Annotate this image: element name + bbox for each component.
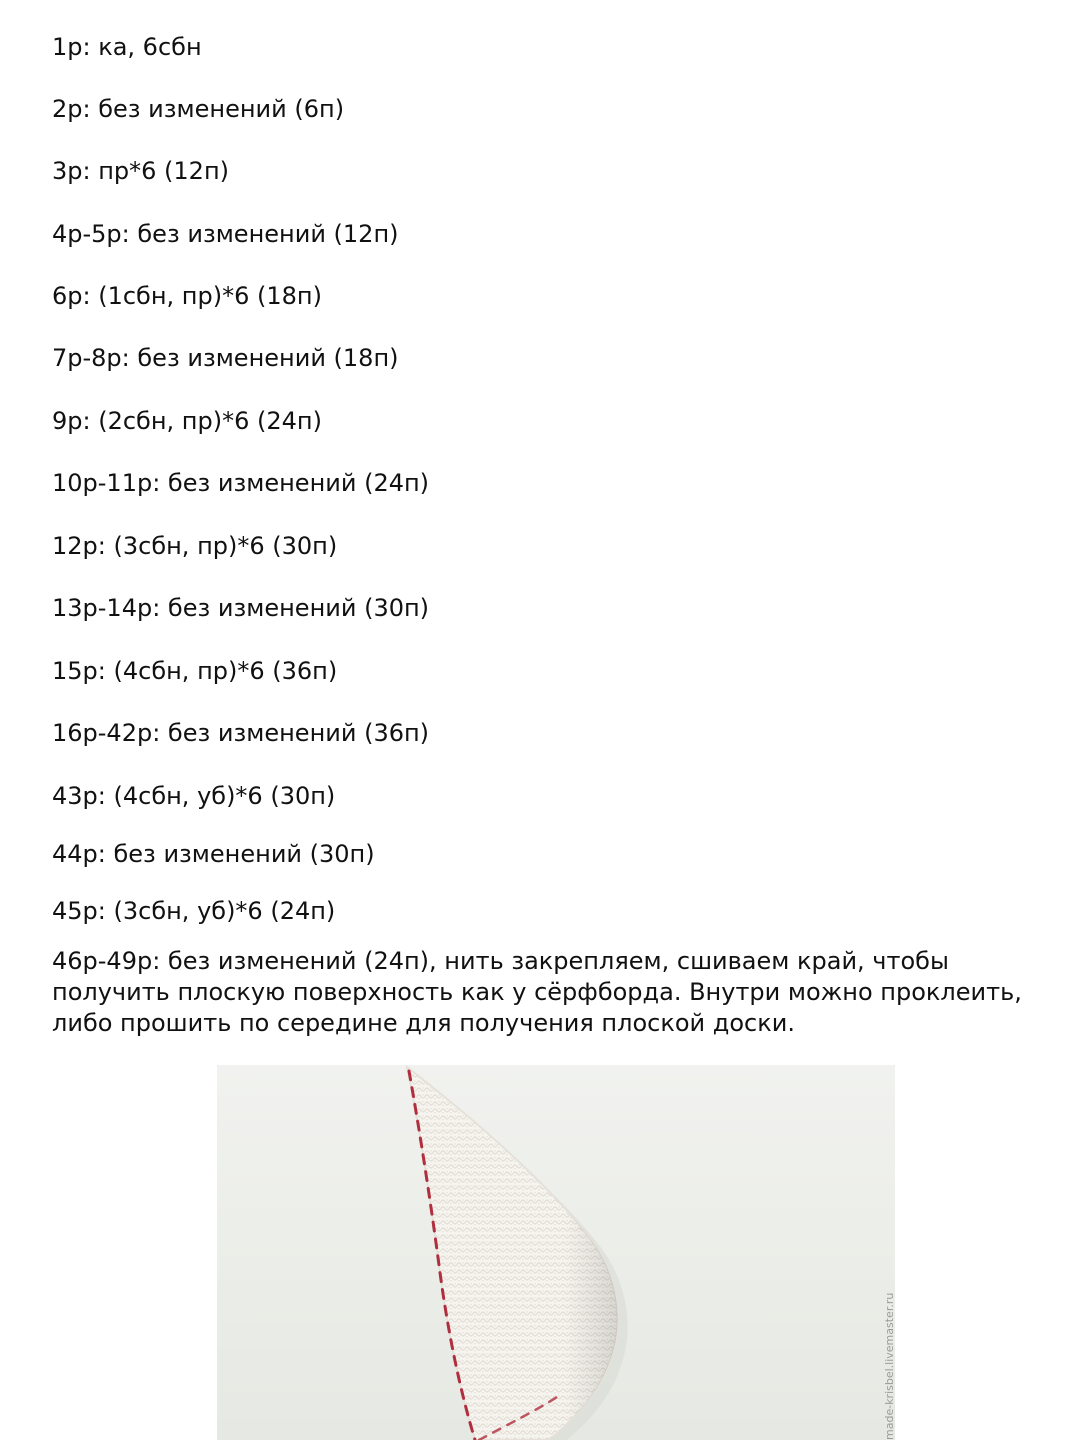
surfboard-photo — [217, 1065, 895, 1440]
row-1: 1р: ка, 6сбн — [52, 33, 202, 61]
row-10-11: 10р-11р: без изменений (24п) — [52, 469, 430, 497]
watermark-text: made-krisbel.livemaster.ru — [883, 1292, 896, 1440]
final-instructions-line-2: получить плоскую поверхность как у сёрфборда. Внутри можно проклеить, — [52, 978, 1022, 1006]
row-13-14: 13р-14р: без изменений (30п) — [52, 594, 430, 622]
row-3: 3р: пр*6 (12п) — [52, 157, 229, 185]
row-2: 2р: без изменений (6п) — [52, 95, 345, 123]
row-9: 9р: (2сбн, пр)*6 (24п) — [52, 407, 322, 435]
final-instructions — [52, 946, 1042, 1039]
final-instructions-line-3: либо прошить по середине для получения плоской доски. — [52, 1009, 795, 1037]
row-12: 12р: (3сбн, пр)*6 (30п) — [52, 532, 338, 560]
row-16-42: 16р-42р: без изменений (36п) — [52, 719, 430, 747]
photo-watermark — [857, 1275, 897, 1440]
row-43: 43р: (4сбн, уб)*6 (30п) — [52, 782, 336, 810]
board-shading — [407, 1067, 618, 1440]
row-4-5: 4р-5р: без изменений (12п) — [52, 220, 399, 248]
row-6: 6р: (1сбн, пр)*6 (18п) — [52, 282, 322, 310]
row-7-8: 7р-8р: без изменений (18п) — [52, 344, 399, 372]
row-45: 45р: (3сбн, уб)*6 (24п) — [52, 897, 336, 925]
final-instructions-line-1: 46р-49р: без изменений (24п), нить закрепляем, сшиваем край, чтобы — [52, 947, 949, 975]
row-44: 44р: без изменений (30п) — [52, 840, 375, 868]
row-15: 15р: (4сбн, пр)*6 (36п) — [52, 657, 338, 685]
crochet-surfboard-illustration — [217, 1065, 895, 1440]
